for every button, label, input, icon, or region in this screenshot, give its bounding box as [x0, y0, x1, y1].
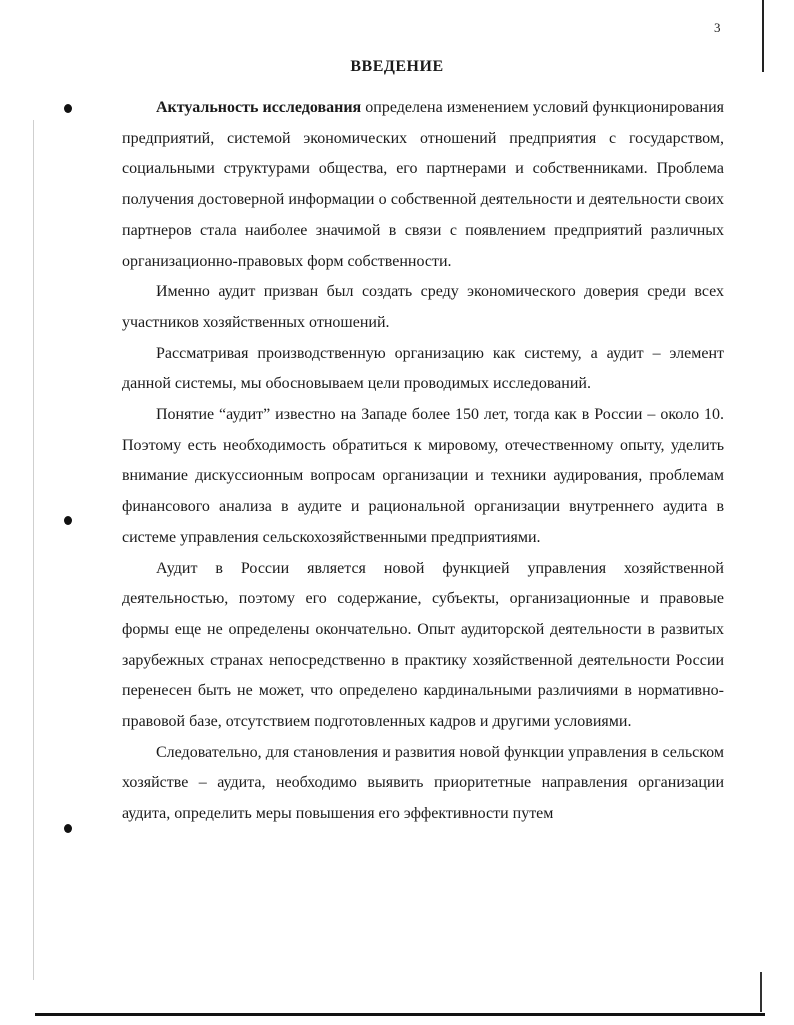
scan-edge-left: [33, 120, 34, 980]
page-number: 3: [714, 20, 721, 35]
paragraph-lead: Актуальность исследования: [156, 99, 362, 116]
section-title: ВВЕДЕНИЕ: [350, 58, 444, 75]
paragraph: Следовательно, для становления и развития новой функции управления в сельском хозяйстве – аудита, необходимо выявить приоритетные направления организации аудита, определить меры повышения его эффективности путем: [122, 743, 724, 823]
punch-hole-mark: [64, 104, 72, 113]
paragraph: Именно аудит призван был создать среду экономического доверия среди всех участников хозяйственных отношений.: [122, 283, 724, 331]
paragraph: Рассматривая производственную организацию как систему, а аудит – элемент данной системы, мы обосновываем цели проводимых исследований.: [122, 344, 724, 393]
paragraph: Аудит в России является новой функцией управления хозяйственной деятельностью, поэтому его содержание, субъекты, организационные и правовые формы еще не определены окончательно. Опыт аудиторской деятельности в развитых зарубежных странах непосредственно в практику хозяйственной деятельности России перенесен быть не может, что определено кардинальными различиями в нормативно-правовой базе, отсутствием подготовленных кадров и другими условиями.: [122, 559, 724, 731]
scan-edge-right-lower: [760, 972, 762, 1012]
paragraph: [122, 93, 724, 277]
paragraph-text: определена изменением условий функционирования предприятий, системой экономических отношений предприятия с государством, социальными структурами общества, его партнерами и собственниками. Проблема получения достоверной информации о собственной деятельности и деятельности своих партнеров стала наиболее значимой в связи с появлением предприятий различных организационно-правовых форм собственности.: [122, 99, 724, 270]
punch-hole-mark: [64, 516, 72, 525]
document-body: [122, 93, 724, 830]
paragraph: Понятие “аудит” известно на Западе более 150 лет, тогда как в России – около 10. Поэтому есть необходимость обратиться к мировому, отечественному опыту, уделить внимание дискуссионным вопросам организации и техники аудирования, проблемам финансового анализа в аудите и рациональной организации внутреннего аудита в системе управления сельскохозяйственными предприятиями.: [122, 406, 724, 546]
scan-edge-bottom: [35, 1013, 765, 1016]
punch-hole-mark: [64, 824, 72, 833]
